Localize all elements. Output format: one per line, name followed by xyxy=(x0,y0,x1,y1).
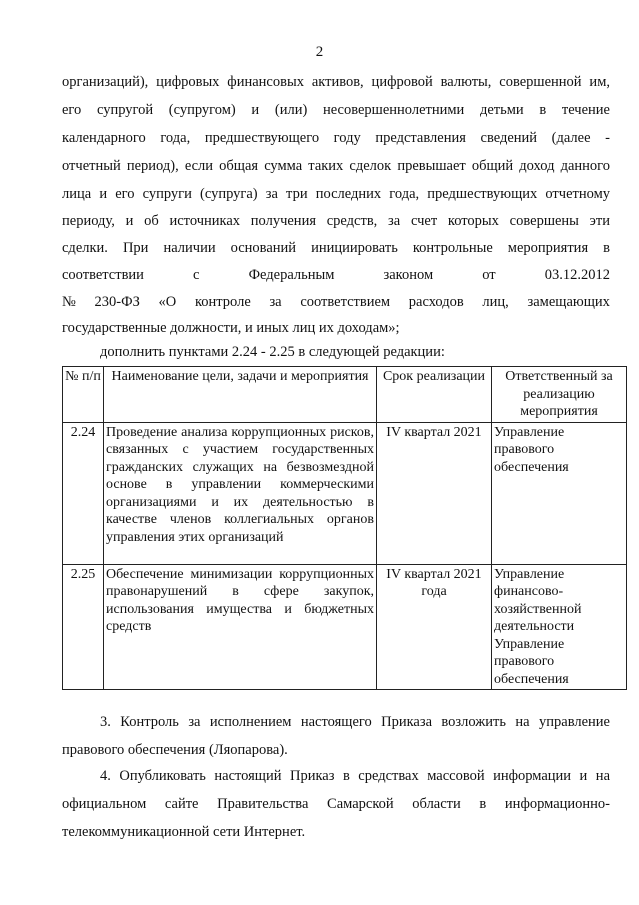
row-num: 2.25 xyxy=(63,564,104,690)
row-name: Обеспечение минимизации коррупционных правонарушений в сфере закупок, использования имущества и бюджетных средств xyxy=(104,564,377,690)
intro-line: его супругой (супругом) и (или) несовершеннолетними детьми в течение xyxy=(62,102,610,118)
intro-line: лица и его супруги (супруга) за три последних года, предшествующих отчетному xyxy=(62,186,610,202)
page-number: 2 xyxy=(315,44,324,60)
header-term: Срок реализации xyxy=(377,367,492,423)
row-responsible xyxy=(492,422,627,564)
table-row xyxy=(63,422,627,564)
law-reference-line: соответствии с Федеральным законом от 03.12.2012 xyxy=(62,267,610,283)
intro-last-line: государственные должности, и иных лиц их доходам»; xyxy=(62,320,400,336)
responsible-unit: Управление правового обеспечения xyxy=(494,636,569,687)
row-term: IV квартал 2021 xyxy=(377,422,492,564)
intro-line: календарного года, предшествующего году представления сведений (далее - xyxy=(62,130,610,146)
row-term: IV квартал 2021 года xyxy=(377,564,492,690)
item-3-paragraph: 3. Контроль за исполнением настоящего Приказа возложить на управление правового обеспечения (Ляопарова). xyxy=(62,714,610,758)
header-name: Наименование цели, задачи и мероприятия xyxy=(104,367,377,423)
responsible-unit: Управление финансово-хозяйственной деятельности xyxy=(494,566,582,634)
header-responsible: Ответственный за реализацию мероприятия xyxy=(492,367,627,423)
row-num: 2.24 xyxy=(63,422,104,564)
intro-line: организаций), цифровых финансовых активов, цифровой валюты, совершенной им, xyxy=(62,74,610,90)
intro-line: сделки. При наличии оснований инициировать контрольные мероприятия в xyxy=(62,240,610,256)
row-responsible xyxy=(492,564,627,690)
item-4-paragraph: 4. Опубликовать настоящий Приказ в средствах массовой информации и на официальном сайте Правительства Самарской области в информационно-телекоммуникационной сети Интернет. xyxy=(62,768,610,840)
row-name: Проведение анализа коррупционных рисков, связанных с участием государственных гражданских служащих на безвозмездной основе в управлении коммерческими организациями и их деятельностью в качестве членов коллегиальных органов управления этих организаций xyxy=(104,422,377,564)
intro-line: периоду, и об источниках получения средств, за счет которых совершены эти xyxy=(62,213,610,229)
header-num: № п/п xyxy=(63,367,104,423)
supplement-line: дополнить пунктами 2.24 - 2.25 в следующей редакции: xyxy=(100,344,445,360)
measures-table xyxy=(62,366,627,690)
responsible-unit: Управление правового обеспечения xyxy=(494,424,569,475)
law-reference-line-2: № 230-ФЗ «О контроле за соответствием расходов лиц, замещающих xyxy=(62,294,610,310)
intro-line: отчетный период), если общая сумма таких сделок превышает общий доход данного xyxy=(62,158,610,174)
table-header-row xyxy=(63,367,627,423)
table-row xyxy=(63,564,627,690)
